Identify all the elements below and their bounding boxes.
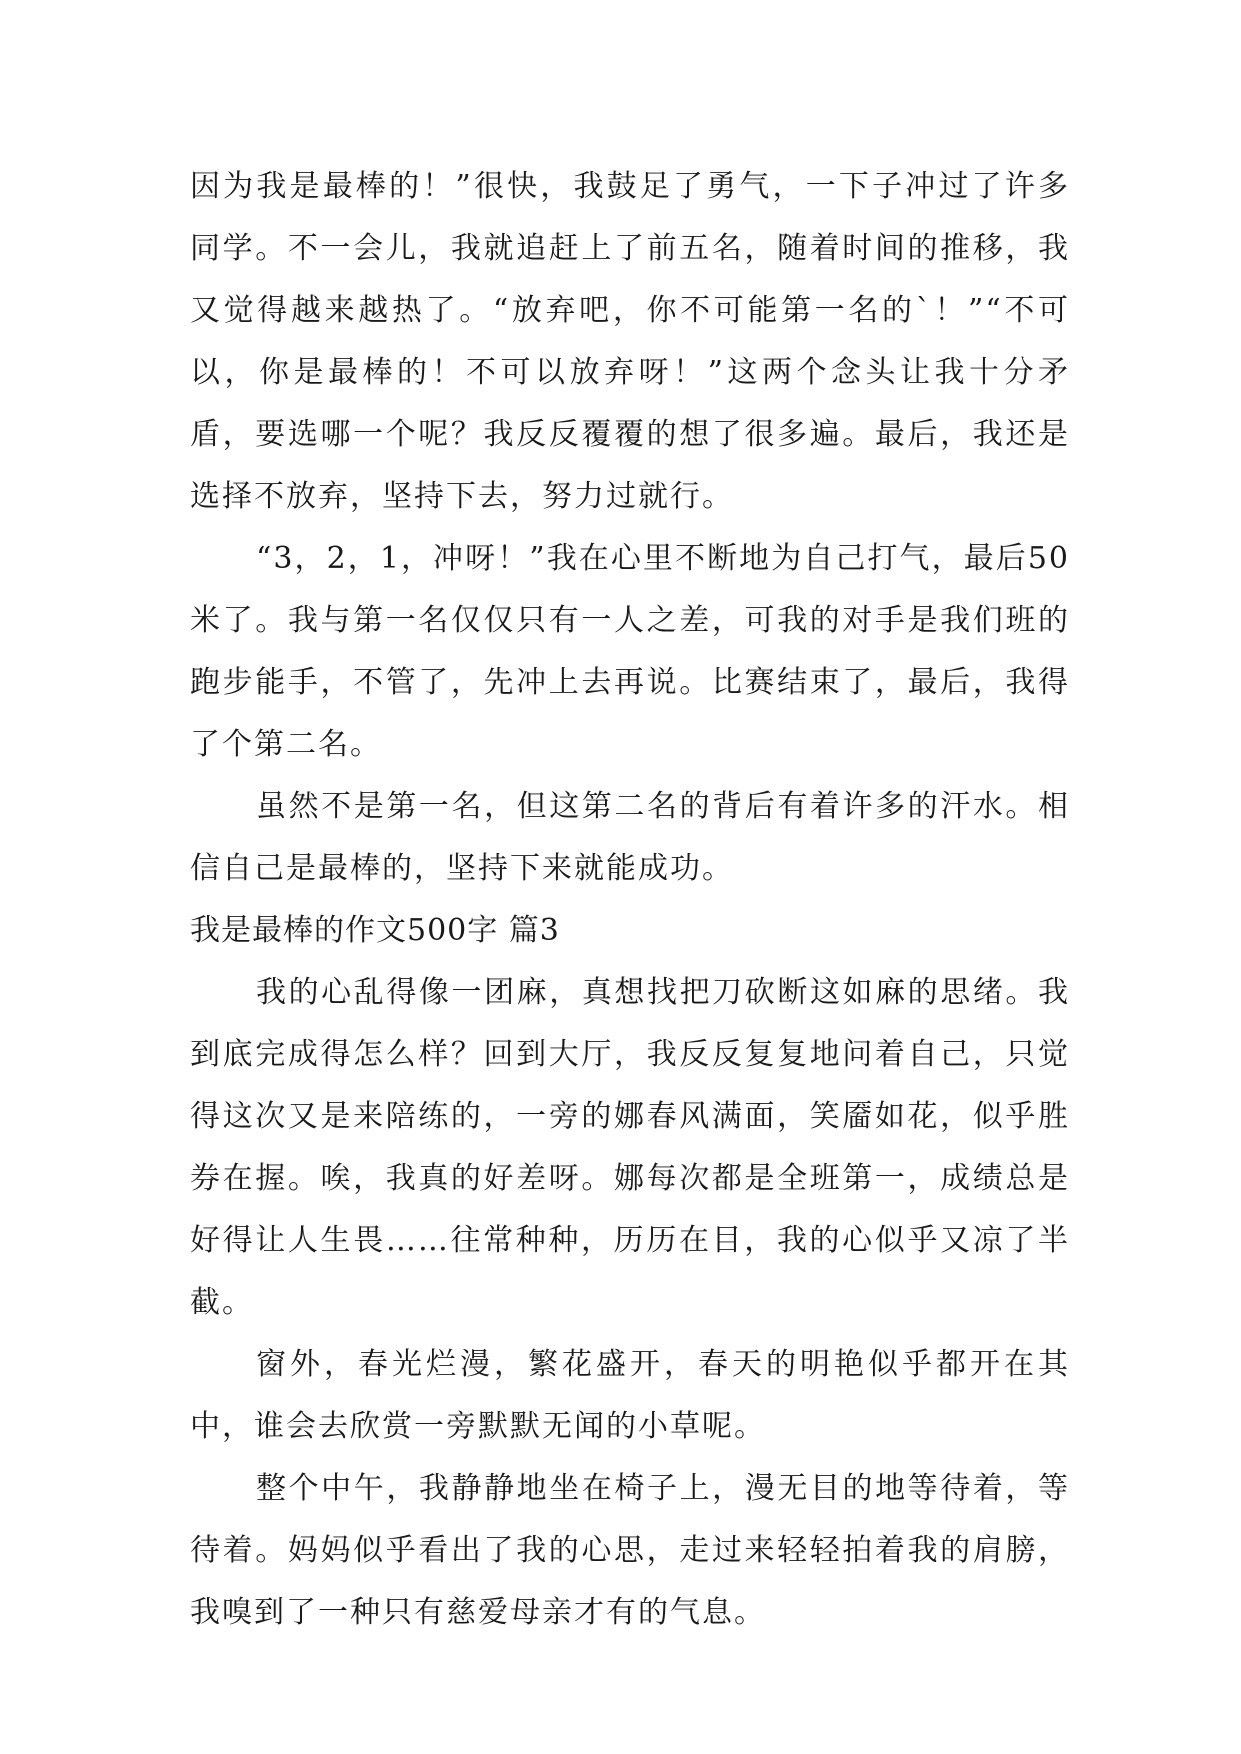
document-body bbox=[190, 156, 1070, 1644]
paragraph-5: 窗外，春光烂漫，繁花盛开，春天的明艳似乎都开在其中，谁会去欣赏一旁默默无闻的小草呢。 bbox=[190, 1347, 1070, 1444]
section-heading: 我是最棒的作文500字 篇3 bbox=[190, 913, 560, 948]
paragraph-6: 整个中午，我静静地坐在椅子上，漫无目的地等待着，等待着。妈妈似乎看出了我的心思，走过来轻轻拍着我的肩膀，我嗅到了一种只有慈爱母亲才有的气息。 bbox=[190, 1471, 1070, 1630]
paragraph-4: 我的心乱得像一团麻，真想找把刀砍断这如麻的思绪。我到底完成得怎么样？回到大厅，我反反复复地问着自己，只觉得这次又是来陪练的，一旁的娜春风满面，笑靥如花，似乎胜券在握。唉，我真的好差呀。娜每次都是全班第一，成绩总是好得让人生畏……往常种种，历历在目，我的心似乎又凉了半截。 bbox=[190, 975, 1070, 1320]
paragraph-2: “3，2，1，冲呀！”我在心里不断地为自己打气，最后50米了。我与第一名仅仅只有一人之差，可我的对手是我们班的跑步能手，不管了，先冲上去再说。比赛结束了，最后，我得了个第二名。 bbox=[190, 541, 1070, 762]
paragraph-3: 虽然不是第一名，但这第二名的背后有着许多的汗水。相信自己是最棒的，坚持下来就能成功。 bbox=[190, 789, 1070, 886]
paragraph-1: 因为我是最棒的！”很快，我鼓足了勇气，一下子冲过了许多同学。不一会儿，我就追赶上了前五名，随着时间的推移，我又觉得越来越热了。“放弃吧，你不可能第一名的`！”“不可以，你是最棒的！不可以放弃呀！”这两个念头让我十分矛盾，要选哪一个呢？我反反覆覆的想了很多遍。最后，我还是选择不放弃，坚持下去，努力过就行。 bbox=[190, 169, 1070, 514]
